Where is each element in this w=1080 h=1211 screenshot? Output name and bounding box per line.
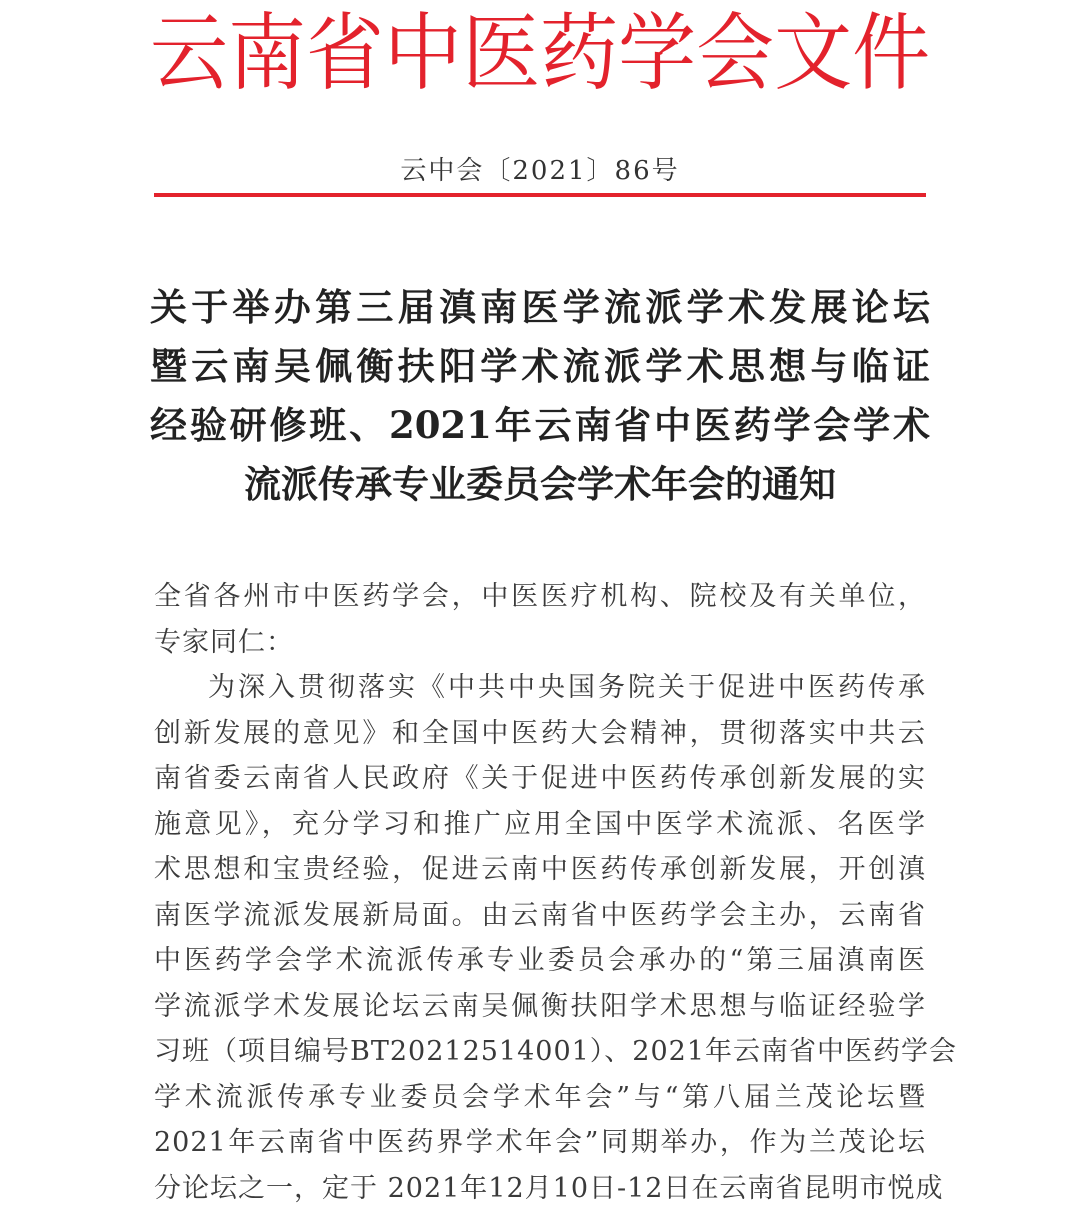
- paragraph-line: 分论坛之一，定于 2021年12月10日-12日在云南省昆明市悦成: [154, 1166, 926, 1211]
- masthead-char: 会: [696, 0, 774, 108]
- paragraph-line: 为深入贯彻落实《中共中央国务院关于促进中医药传承: [154, 665, 926, 711]
- document-number: 云中会〔2021〕86号: [0, 150, 1080, 187]
- masthead-char: 件: [852, 0, 930, 108]
- salutation-line: 专家同仁：: [154, 620, 926, 666]
- masthead-char: 文: [774, 0, 852, 108]
- title-line: 暨云南吴佩衡扶阳学术流派学术思想与临证: [150, 337, 930, 396]
- paragraph-line: 习班（项目编号BT20212514001）、2021年云南省中医药学会: [154, 1029, 926, 1075]
- masthead-char: 云: [150, 0, 228, 108]
- paragraph-line: 术思想和宝贵经验，促进云南中医药传承创新发展，开创滇: [154, 847, 926, 893]
- title-line: 关于举办第三届滇南医学流派学术发展论坛: [150, 278, 930, 337]
- red-divider: [154, 193, 926, 197]
- masthead-char: 医: [462, 0, 540, 108]
- salutation-line: 全省各州市中医药学会，中医医疗机构、院校及有关单位，: [154, 574, 926, 620]
- masthead-char: 药: [540, 0, 618, 108]
- document-body: [154, 574, 926, 1211]
- title-line: 流派传承专业委员会学术年会的通知: [150, 455, 930, 514]
- paragraph-line: 施意见》，充分学习和推广应用全国中医学术流派、名医学: [154, 802, 926, 848]
- paragraph-line: 2021年云南省中医药界学术年会”同期举办，作为兰茂论坛: [154, 1120, 926, 1166]
- paragraph-line: 中医药学会学术流派传承专业委员会承办的“第三届滇南医: [154, 938, 926, 984]
- paragraph-line: 创新发展的意见》和全国中医药大会精神，贯彻落实中共云: [154, 711, 926, 757]
- paragraph-line: 南省委云南省人民政府《关于促进中医药传承创新发展的实: [154, 756, 926, 802]
- paragraph-line: 学术流派传承专业委员会学术年会”与“第八届兰茂论坛暨: [154, 1075, 926, 1121]
- masthead-title: [150, 4, 930, 104]
- masthead-char: 中: [384, 0, 462, 108]
- masthead-char: 学: [618, 0, 696, 108]
- title-line: 经验研修班、2021年云南省中医药学会学术: [150, 396, 930, 455]
- paragraph-line: 学流派学术发展论坛云南吴佩衡扶阳学术思想与临证经验学: [154, 984, 926, 1030]
- paragraph-line: 南医学流派发展新局面。由云南省中医药学会主办，云南省: [154, 893, 926, 939]
- masthead-char: 南: [228, 0, 306, 108]
- document-title: [150, 278, 930, 514]
- masthead-char: 省: [306, 0, 384, 108]
